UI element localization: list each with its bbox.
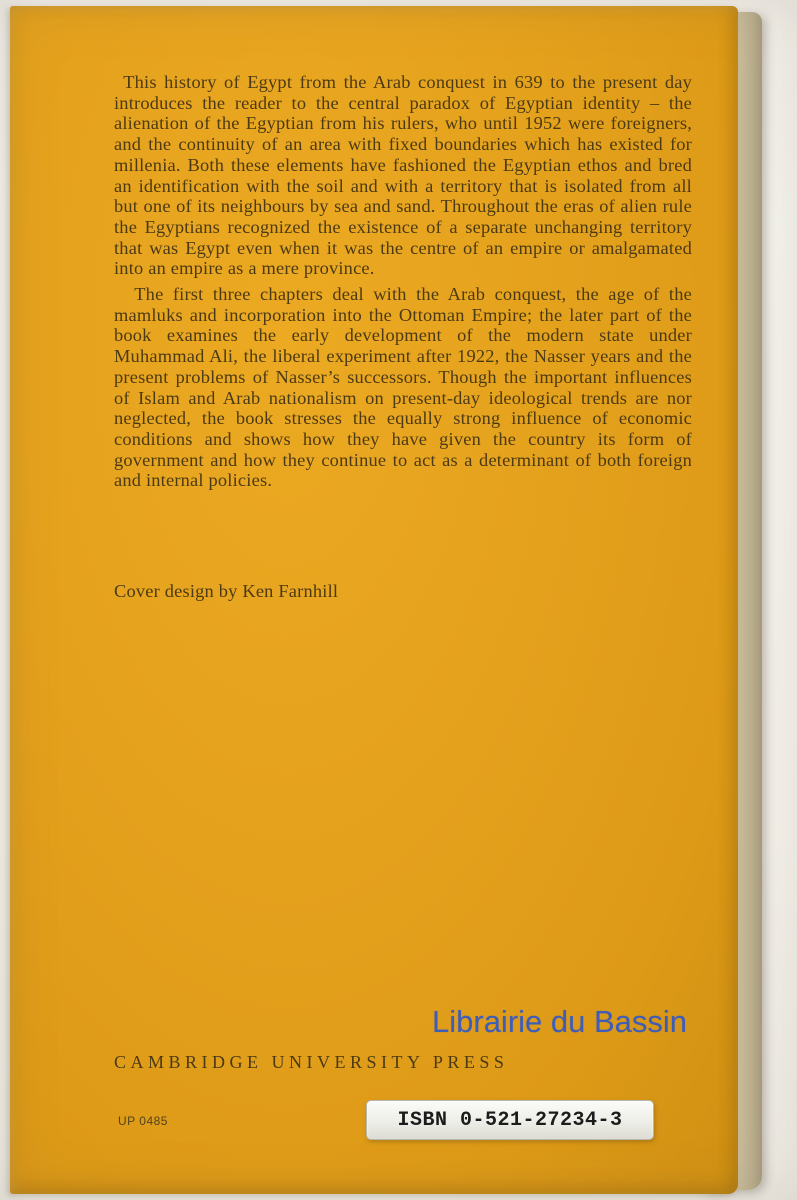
book-back-cover — [10, 6, 738, 1194]
print-code: UP 0485 — [118, 1114, 168, 1128]
isbn-label: ISBN 0-521-27234-3 — [397, 1108, 623, 1132]
blurb-paragraph-2: The first three chapters deal with the Arab conquest, the age of the mamluks and incorporation into the Ottoman Empire; the later part of the book examines the early development of the modern state under Muhammad Ali, the liberal experiment after 1922, the Nasser years and the present problems of Nasser’s successors. Though the important influences of Islam and Arab nationalism on present-day ideological trends are nor neglected, the book stresses the equally strong influence of economic conditions and shows how they have given the country its form of government and how they continue to act as a determinant of both foreign and internal policies. — [114, 284, 692, 491]
publisher-name: CAMBRIDGE UNIVERSITY PRESS — [114, 1052, 509, 1072]
cover-design-credit: Cover design by Ken Farnhill — [114, 581, 339, 601]
blurb-paragraph-1: This history of Egypt from the Arab conquest in 639 to the present day introduces the reader to the central paradox of Egyptian identity – the alienation of the Egyptian from his rulers, who until 1952 were foreigners, and the continuity of an area with fixed boundaries which has existed for millenia. Both these elements have fashioned the Egyptian ethos and bred an identification with the soil and with a territory that is isolated from all but one of its neighbours by sea and sand. Throughout the eras of alien rule the Egyptians recognized the existence of a separate unchanging territory that was Egypt even when it was the centre of an empire or amalgamated into an empire as a mere province. — [114, 72, 692, 279]
isbn-sticker — [366, 1100, 654, 1140]
back-cover-blurb — [114, 72, 692, 496]
seller-watermark: Librairie du Bassin — [432, 1004, 688, 1039]
